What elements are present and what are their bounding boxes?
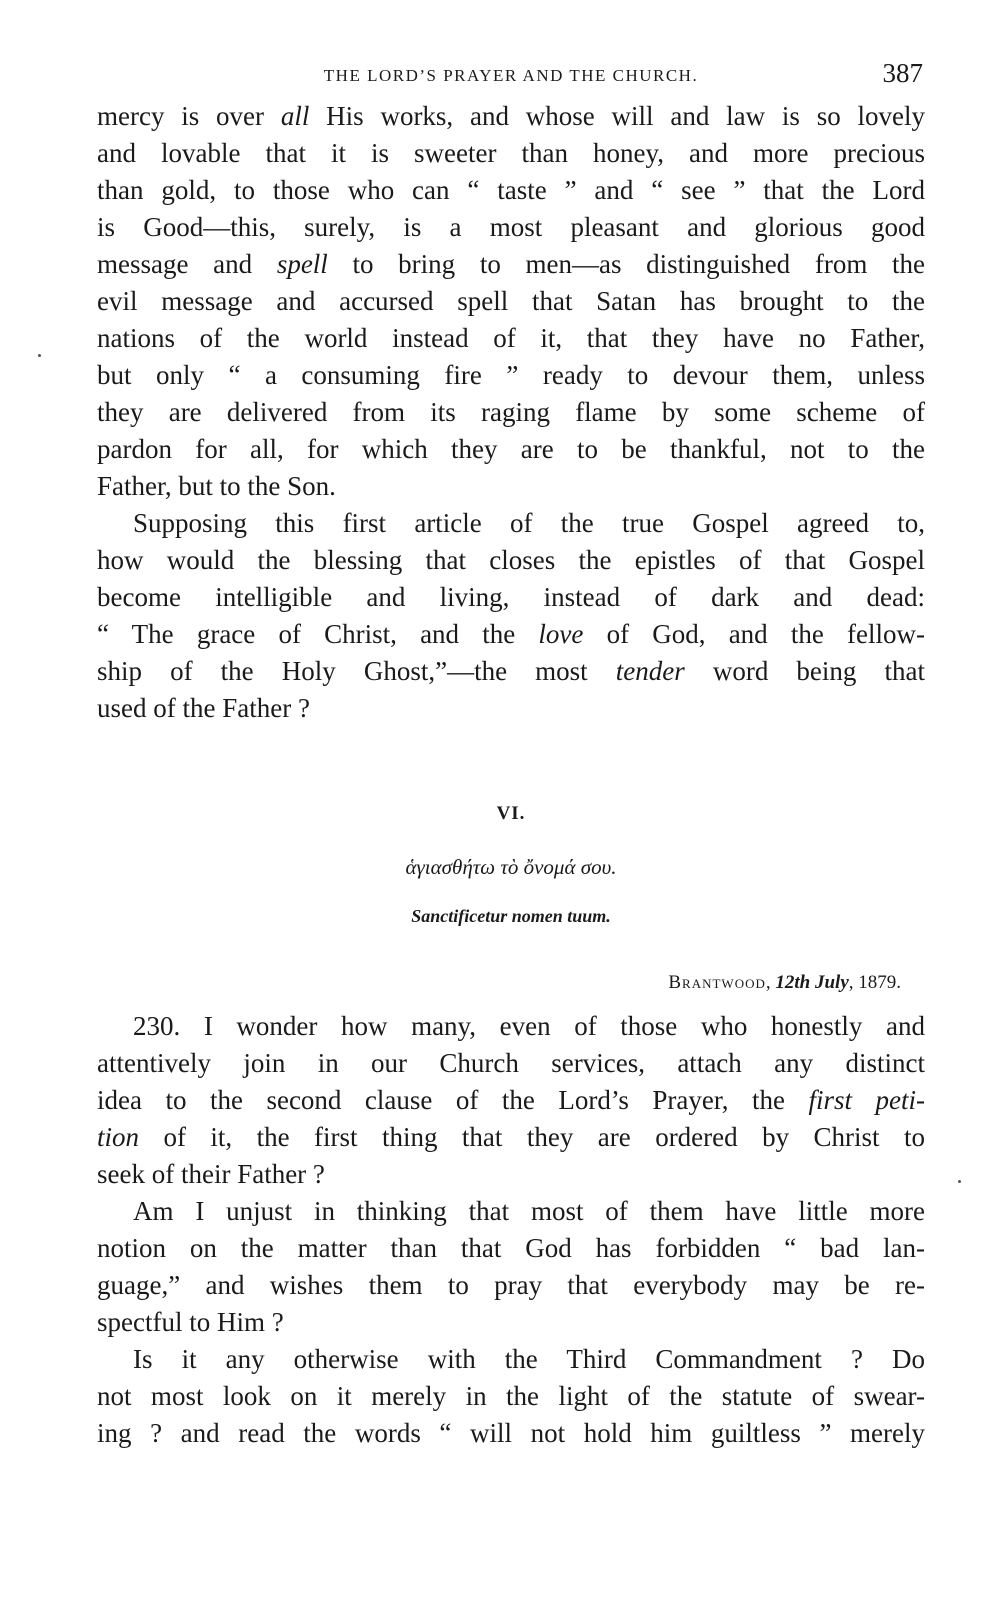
text-line: not most look on it merely in the light of the statute of swear- [97,1381,925,1411]
text-line: attentively join in our Church services, attach any distinct [97,1048,925,1078]
text-line: Supposing this first article of the true Gospel agreed to, [133,508,925,538]
text-line: evil message and accursed spell that Satan has brought to the [97,286,925,316]
page-number: 387 [882,58,923,88]
text-line: spectful to Him ? [97,1307,284,1337]
text-line: they are delivered from its raging flame by some scheme of [97,397,925,427]
text-line: is Good—this, surely, is a most pleasant and glorious good [97,212,925,242]
text-line: used of the Father ? [97,693,310,723]
text-line: than gold, to those who can “ taste ” and “ see ” that the Lord [97,175,925,205]
text-line: seek of their Father ? [97,1159,325,1189]
text-line: message and spell to bring to men—as distinguished from the [97,249,925,279]
dateline-month: July [814,972,849,993]
text-line: nations of the world instead of it, that they have no Father, [97,323,925,353]
text-line: ing ? and read the words “ will not hold him guiltless ” merely [97,1418,925,1448]
running-head [97,58,925,98]
text-line: Is it any otherwise with the Third Commandment ? Do [133,1344,925,1374]
text-line: tion of it, the first thing that they are ordered by Christ to [97,1122,925,1152]
margin-speck [958,1180,961,1183]
dateline: Brantwood, 12th July, 1879. [668,972,901,993]
text-line: “ The grace of Christ, and the love of God, and the fellow- [97,619,925,649]
text-line: but only “ a consuming fire ” ready to devour them, unless [97,360,925,390]
dateline-day: 12th [775,972,811,993]
text-line: and lovable that it is sweeter than honey, and more precious [97,138,925,168]
text-line: notion on the matter than that God has forbidden “ bad lan- [97,1233,925,1263]
paragraph-third-commandment [97,1341,925,1452]
running-head-title: THE LORD’S PRAYER AND THE CHURCH. [323,66,699,85]
text-line: Father, but to the Son. [97,471,336,501]
latin-epigraph: Sanctificetur nomen tuum. [411,906,611,926]
book-page [97,58,925,1452]
text-line: idea to the second clause of the Lord’s Prayer, the first peti- [97,1085,925,1115]
paragraph-supposing [97,505,925,727]
text-line: how would the blessing that closes the epistles of that Gospel [97,545,925,575]
paragraph-am-i-unjust [97,1193,925,1341]
section-number: VI. [496,803,526,824]
dateline-place: Brantwood [668,972,766,993]
text-line: 230. I wonder how many, even of those who honestly and [133,1011,925,1041]
text-line: pardon for all, for which they are to be thankful, not to the [97,434,925,464]
text-line: guage,” and wishes them to pray that everybody may be re- [97,1270,925,1300]
text-line: become intelligible and living, instead of dark and dead: [97,582,925,612]
paragraph-continued [97,98,925,505]
text-line: ship of the Holy Ghost,”—the most tender word being that [97,656,925,686]
text-line: Am I unjust in thinking that most of them have little more [133,1196,925,1226]
greek-epigraph: ἁγιασθήτω τὸ ὄνομά σου. [405,855,617,879]
text-line: mercy is over all His works, and whose will and law is so lovely [97,101,925,131]
dateline-year: 1879. [858,972,901,993]
margin-speck [38,354,41,357]
paragraph-230 [97,1008,925,1193]
